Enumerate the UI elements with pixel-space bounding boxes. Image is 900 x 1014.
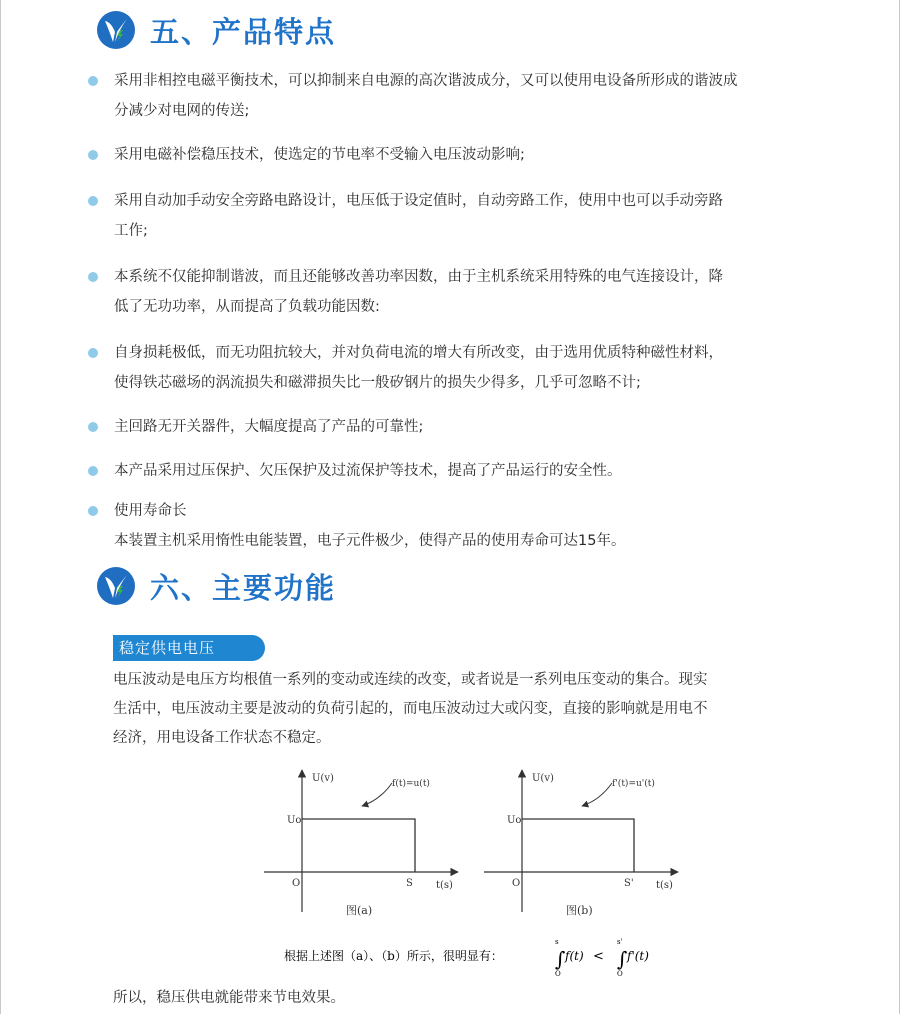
feature-line: 采用非相控电磁平衡技术，可以抑制来自电源的高次谐波成分，又可以使用电设备所形成的谐波成 [114, 73, 738, 89]
label-pointer-arrow [362, 783, 392, 806]
x-axis-label: t(s) [656, 880, 673, 891]
bullet-dot-icon [88, 196, 98, 206]
feature-item [88, 338, 833, 398]
integral-upper-left: s [555, 938, 559, 946]
section-5-header [96, 8, 336, 52]
feature-line: 使得铁芯磁场的涡流损失和磁滞损失比一般矽钢片的损失少得多，几乎可忽略不计; [114, 375, 641, 391]
bullet-dot-icon [88, 272, 98, 282]
voltage-diagram-a [262, 762, 462, 936]
feature-line: 分减少对电网的传送; [114, 103, 250, 119]
end-label: S' [624, 878, 634, 889]
diagram-caption: 图(b) [566, 904, 593, 917]
feature-line: 本装置主机采用惰性电能装置，电子元件极少，使得产品的使用寿命可达15年。 [114, 533, 626, 549]
voltage-diagram-b [482, 762, 682, 936]
bullet-dot-icon [88, 466, 98, 476]
bullet-dot-icon [88, 76, 98, 86]
comparison-operator: < [593, 949, 604, 964]
feature-line: 主回路无开关器件，大幅度提高了产品的可靠性; [114, 419, 424, 435]
feature-line: 本系统不仅能抑制谐波，而且还能够改善功率因数，由于主机系统采用特殊的电气连接设计，降 [114, 269, 723, 285]
y-axis-label: U(v) [312, 773, 334, 784]
conclusion-text: 所以，稳压供电就能带来节电效果。 [113, 990, 345, 1006]
integral-upper-right: s' [617, 938, 623, 946]
integral-lower-right: O [617, 970, 623, 978]
bullet-dot-icon [88, 150, 98, 160]
feature-item [88, 456, 833, 486]
level-label: Uo [507, 815, 522, 826]
feature-line: 采用电磁补偿稳压技术，使选定的节电率不受输入电压波动影响; [114, 147, 525, 163]
paragraph-line: 生活中，电压波动主要是波动的负荷引起的，而电压波动过大或闪变，直接的影响就是用电不 [113, 701, 708, 717]
company-logo-icon [96, 10, 136, 50]
integral-sign-left: ∫ [555, 947, 566, 971]
feature-line: 使用寿命长 [114, 503, 187, 519]
section-title: 六、主要功能 [150, 570, 337, 605]
bullet-dot-icon [88, 506, 98, 516]
feature-item [88, 262, 833, 322]
integral-sign-right: ∫ [617, 947, 628, 971]
company-logo-icon [96, 566, 136, 606]
formula-lead-text: 根据上述图（a）、（b）所示，很明显有： [284, 949, 503, 963]
feature-line: 本产品采用过压保护、欠压保护及过流保护等技术，提高了产品运行的安全性。 [114, 463, 622, 479]
voltage-fluctuation-paragraph [113, 666, 825, 753]
paragraph-line: 经济，用电设备工作状态不稳定。 [113, 730, 331, 746]
origin-label: O [512, 878, 521, 889]
feature-line: 采用自动加手动安全旁路电路设计，电压低于设定值时，自动旁路工作，使用中也可以手动旁路 [114, 193, 723, 209]
integrand-left: f(t) [565, 949, 584, 963]
label-pointer-arrow [582, 783, 612, 806]
end-label: S [406, 878, 413, 889]
integral-comparison [284, 938, 684, 978]
feature-line: 自身损耗极低，而无功阻抗较大，并对负荷电流的增大有所改变，由于选用优质特种磁性材料， [114, 345, 723, 361]
subheading-pill: 稳定供电电压 [113, 635, 265, 661]
integrand-right: f'(t) [627, 949, 649, 963]
paragraph-line: 电压波动是电压方均根值一系列的变动或连续的改变，或者说是一系列电压变动的集合。现实 [113, 672, 708, 688]
section-title: 五、产品特点 [150, 14, 337, 49]
feature-list [88, 66, 833, 556]
feature-line: 低了无功功率，从而提高了负载功能因数: [114, 299, 380, 315]
page-border-left [0, 0, 1, 1014]
feature-item [88, 412, 833, 442]
diagram-caption: 图(a) [346, 904, 373, 917]
voltage-curve [302, 819, 415, 872]
feature-line: 工作; [114, 223, 148, 239]
function-label: f'(t)=u'(t) [612, 779, 655, 789]
origin-label: O [292, 878, 301, 889]
feature-item [88, 186, 833, 246]
function-label: f(t)=u(t) [392, 779, 430, 789]
integral-lower-left: O [555, 970, 561, 978]
feature-item [88, 66, 833, 126]
voltage-curve [522, 819, 634, 872]
feature-item [88, 140, 833, 170]
section-6-header [96, 564, 336, 608]
y-axis-label: U(v) [532, 773, 554, 784]
bullet-dot-icon [88, 422, 98, 432]
feature-item [88, 496, 833, 556]
x-axis-label: t(s) [436, 880, 453, 891]
level-label: Uo [287, 815, 302, 826]
bullet-dot-icon [88, 348, 98, 358]
